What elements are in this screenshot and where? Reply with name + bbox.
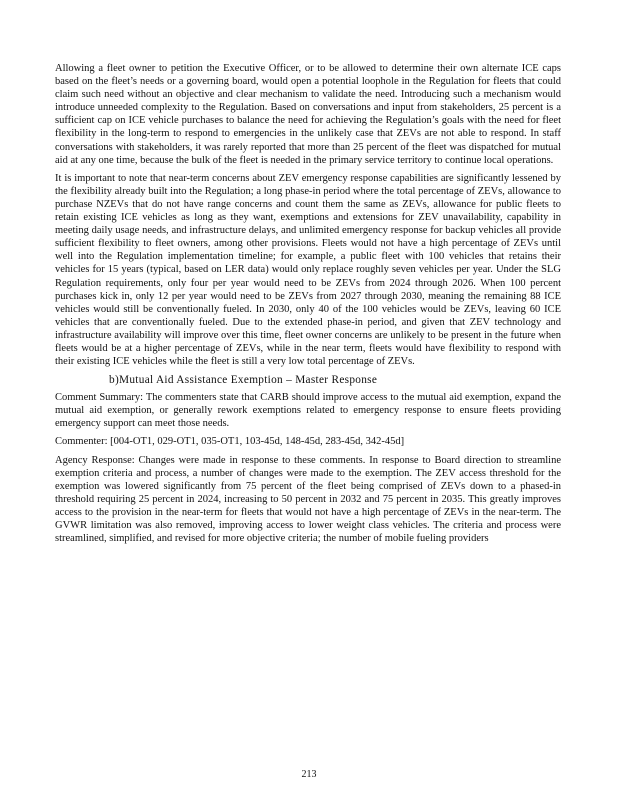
page-number: 213: [301, 769, 317, 780]
page-body: [55, 62, 561, 550]
commenter-list: Commenter: [004-OT1, 029-OT1, 035-OT1, 103-45d, 148-45d, 283-45d, 342-45d]: [55, 436, 405, 448]
section-heading: b)Mutual Aid Assistance Exemption – Master Response: [109, 374, 378, 387]
paragraph-ice-cap-petition: Allowing a fleet owner to petition the Executive Officer, or to be allowed to determine their own alternate ICE caps based on the fleet’s needs or a governing board, would open a potential loophole in the Regulation for fleets that could claim such need without an objective and clear mechanism to validate the need. Introducing such a mechanism would introduce unneeded complexity to the Regulation. Based on conversations and input from stakeholders, 25 percent is a sufficient cap on ICE vehicle purchases to balance the need for achieving the Regulation’s goals with the need for fleet flexibility in the long-term to respond to emergencies in the unlikely case that ZEVs are not able to respond. In staff conversations with stakeholders, it was rarely reported that more than 25 percent of the fleet was dispatched for mutual aid at any one time, because the bulk of the fleet is needed in the primary service territory to continue local operations.: [55, 63, 561, 166]
comment-summary: Comment Summary: The commenters state that CARB should improve access to the mutual aid exemption, expand the mutual aid exemption, or generally rework exemptions related to emergency response to ensure fleets providing emergency support can meet those needs.: [55, 392, 561, 430]
paragraph-near-term-concerns: It is important to note that near-term concerns about ZEV emergency response capabilities are significantly lessened by the flexibility already built into the Regulation; a long phase-in period where the total percentage of ZEVs, allowance to purchase NZEVs that do not have range concerns and count them the same as ZEVs, allowance for public fleets to retain existing ICE vehicles as long as they want, exemptions and extensions for ZEV unavailability, capability in meeting daily usage needs, and infrastructure delays, and unlimited emergency response for backup vehicles all provide sufficient flexibility to fleet owners, among other provisions. Fleets would not have a high percentage of ZEVs until well into the Regulation implementation timeline; for example, a public fleet with 100 vehicles that retains their vehicles for 15 years (typical, based on LER data) would only replace roughly seven vehicles per year. Under the SLG Regulation requirements, only four per year would need to be ZEVs from 2024 through 2026. When 100 percent purchases kick in, only 12 per year would need to be ZEVs from 2027 through 2030, meaning the remaining 88 ICE vehicles would still be conventionally fueled. In 2030, only 40 of the 100 vehicles would be ZEVs, leaving 60 ICE vehicles that are conventionally fueled. Due to the extended phase-in period, and given that ZEV technology and infrastructure availability will improve over this time, fleet owner concerns are unlikely to be present in the future when fleets would be at a higher percentage of ZEVs, while in the near term, fleets would have flexibility to respond with their existing ICE vehicles while the fleet is still a very low total percentage of ZEVs.: [55, 172, 561, 368]
agency-response: Agency Response: Changes were made in response to these comments. In response to Board direction to streamline exemption criteria and process, a number of changes were made to the exemption. The ZEV access threshold for the exemption was lowered significantly from 75 percent of the fleet being comprised of ZEVs down to a phased-in threshold requiring 25 percent in 2024, increasing to 50 percent in 2032 and 75 percent in 2035. This greatly improves access to the provision in the near-term for fleets that would not have a high percentage of ZEVs in the near-term. The GVWR limitation was also removed, improving access to lower weight class vehicles. The criteria and process were streamlined, simplified, and revised for more objective criteria; the number of mobile fueling providers: [55, 454, 561, 545]
